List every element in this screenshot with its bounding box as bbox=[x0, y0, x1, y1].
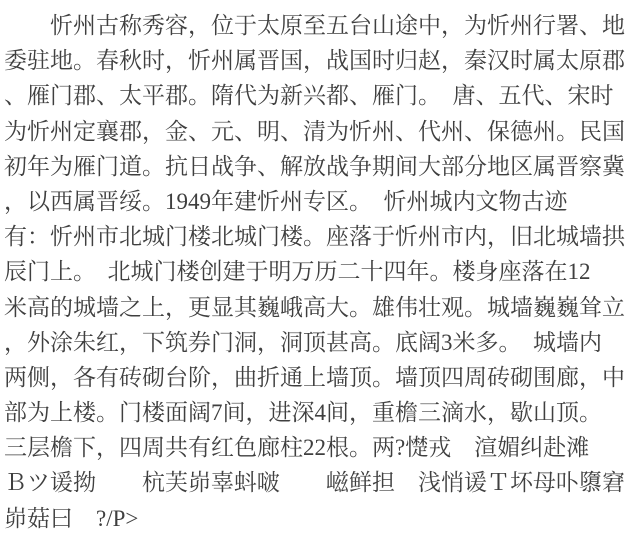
text-line: 有：忻州市北城门楼北城门楼。座落于忻州市内，旧北城墙拱 bbox=[4, 224, 625, 250]
text-line: 米高的城墙之上，更显其巍峨高大。雄伟壮观。城墙巍巍耸立 bbox=[4, 294, 625, 320]
text-line: 为忻州定襄郡，金、元、明、清为忻州、代州、保德州。民国 bbox=[4, 118, 625, 144]
text-line: 两侧，各有砖砌台阶，曲折通上墙顶。墙顶四周砖砌围廊，中 bbox=[4, 364, 625, 390]
text-line: 初年为雁门道。抗日战争、解放战争期间大部分地区属晋察冀 bbox=[4, 153, 625, 179]
text-line: 部为上楼。门楼面阔7间，进深4间，重檐三滴水，歇山顶。 bbox=[4, 400, 602, 426]
text-line: ，以西属晋绥。1949年建忻州专区。 忻州城内文物古迹 bbox=[4, 188, 568, 214]
text-line: 委驻地。春秋时，忻州属晋国，战国时归赵，秦汉时属太原郡 bbox=[4, 48, 625, 74]
text-line: Ｂツ谖拗 杭芙峁辜蚪啵 嵫鲜担 浅悄谖Ｔ坏母卟隳窘 bbox=[4, 470, 625, 496]
text-line: 辰门上。 北城门楼创建于明万历二十四年。楼身座落在12 bbox=[4, 259, 591, 285]
text-line: 忻州古称秀容，位于太原至五台山途中，为忻州行署、地 bbox=[4, 13, 625, 38]
text-line: 峁菇曰 ?/P> bbox=[4, 505, 139, 531]
text-line: ，外涂朱红，下筑券门洞，洞顶甚高。底阔3米多。 城墙内 bbox=[4, 329, 602, 355]
text-line: 、雁门郡、太平郡。隋代为新兴都、雁门。 唐、五代、宋时 bbox=[4, 83, 614, 109]
text-line: 三层檐下，四周共有红色廊柱22根。两?憷戎 渲媚纠赴滩 bbox=[4, 435, 590, 461]
